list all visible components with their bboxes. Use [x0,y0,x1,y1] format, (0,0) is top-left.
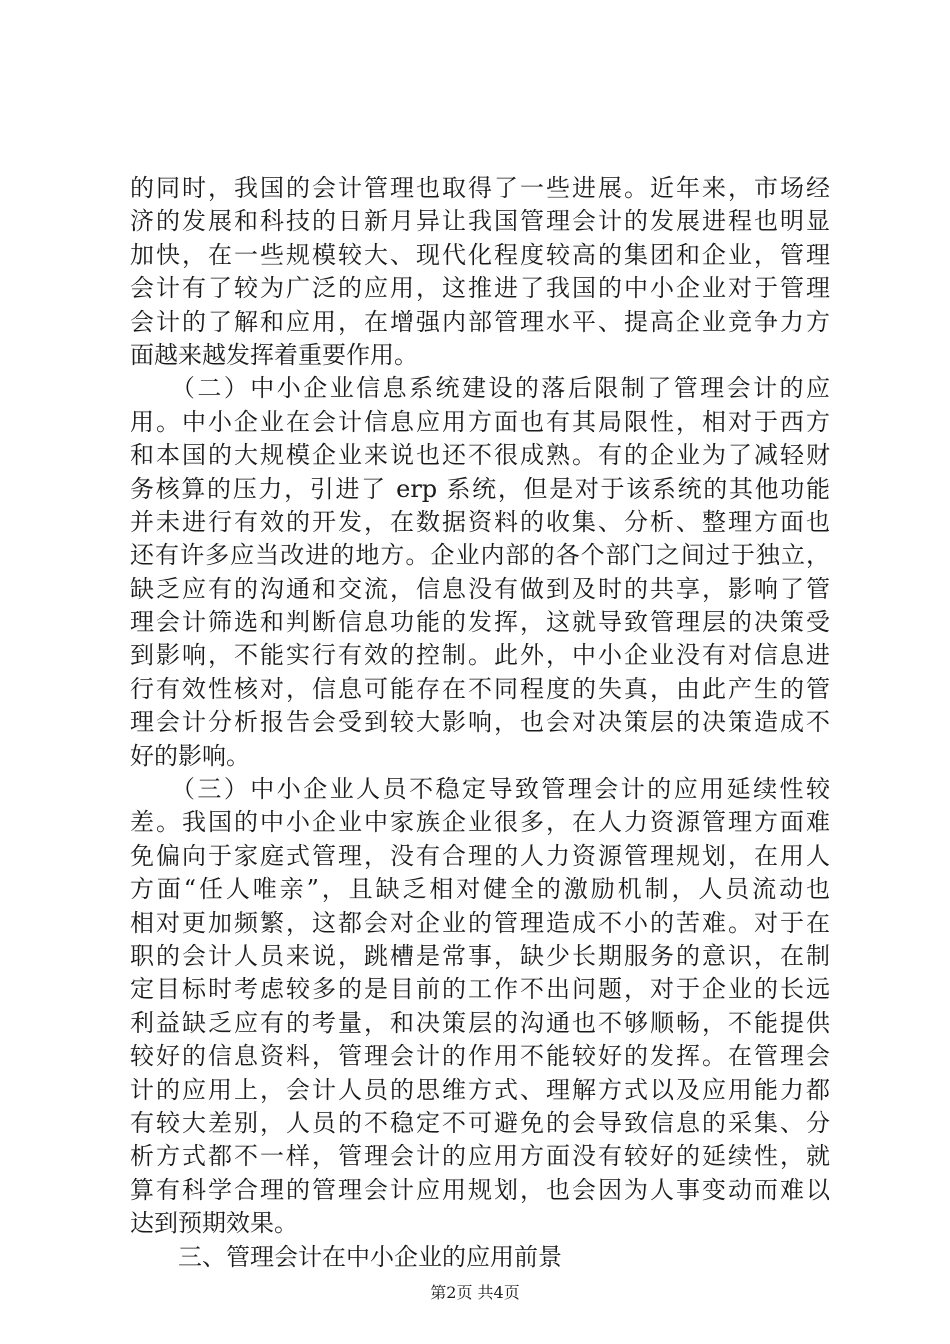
text-line: 缺乏应有的沟通和交流，信息没有做到及时的共享，影响了管 [130,574,830,603]
text-line: 析方式都不一样，管理会计的应用方面没有较好的延续性，就 [130,1142,830,1171]
text-line: 的同时，我国的会计管理也取得了一些进展。近年来，市场经 [130,174,830,202]
text-line: 济的发展和科技的日新月异让我国管理会计的发展进程也明显 [130,207,830,236]
text-line: 免偏向于家庭式管理，没有合理的人力资源管理规划，在用人 [130,841,830,870]
text-line: 相对更加频繁，这都会对企业的管理造成不小的苦难。对于在 [130,908,830,937]
text-line: （三）中小企业人员不稳定导致管理会计的应用延续性较 [130,775,830,804]
text-line: 理会计筛选和判断信息功能的发挥，这就导致管理层的决策受 [130,608,830,637]
text-line: 有较大差别，人员的不稳定不可避免的会导致信息的采集、分 [130,1108,830,1137]
page-footer: 第2页 共4页 [430,1283,520,1302]
text-line: 还有许多应当改进的地方。企业内部的各个部门之间过于独立， [130,541,830,570]
text-line: 理会计分析报告会受到较大影响，也会对决策层的决策造成不 [130,708,830,737]
text-line: 三、管理会计在中小企业的应用前景 [130,1242,562,1271]
text-line: 用。中小企业在会计信息应用方面也有其局限性，相对于西方 [130,407,830,436]
text-line: 计的应用上，会计人员的思维方式、理解方式以及应用能力都 [130,1075,830,1104]
text-line: 和本国的大规模企业来说也还不很成熟。有的企业为了减轻财 [130,441,830,470]
text-line: 利益缺乏应有的考量，和决策层的沟通也不够顺畅，不能提供 [130,1008,830,1037]
text-line: 好的影响。 [130,741,250,770]
text-line: 会计的了解和应用，在增强内部管理水平、提高企业竞争力方 [130,307,830,336]
text-line: 面越来越发挥着重要作用。 [130,340,418,369]
text-line: 算有科学合理的管理会计应用规划，也会因为人事变动而难以 [130,1175,830,1204]
text-line: 达到预期效果。 [130,1209,298,1238]
text-line: 差。我国的中小企业中家族企业很多，在人力资源管理方面难 [130,808,830,837]
text-line: 到影响，不能实行有效的控制。此外，中小企业没有对信息进 [130,641,830,670]
text-line: 会计有了较为广泛的应用，这推进了我国的中小企业对于管理 [130,274,830,303]
text-line: 职的会计人员来说，跳槽是常事，缺少长期服务的意识，在制 [130,941,830,970]
body-text [130,172,870,1274]
text-line: 较好的信息资料，管理会计的作用不能较好的发挥。在管理会 [130,1042,830,1071]
text-line: （二）中小企业信息系统建设的落后限制了管理会计的应 [130,374,830,403]
text-line: 定目标时考虑较多的是目前的工作不出问题，对于企业的长远 [130,975,830,1004]
text-line: 务核算的压力，引进了 erp 系统，但是对于该系统的其他功能 [130,474,830,503]
text-line: 并未进行有效的开发，在数据资料的收集、分析、整理方面也 [130,507,830,536]
text-line: 加快，在一些规模较大、现代化程度较高的集团和企业，管理 [130,240,830,269]
text-line: 方面“任人唯亲”，且缺乏相对健全的激励机制，人员流动也 [130,875,830,904]
text-line: 行有效性核对，信息可能存在不同程度的失真，由此产生的管 [130,674,830,703]
